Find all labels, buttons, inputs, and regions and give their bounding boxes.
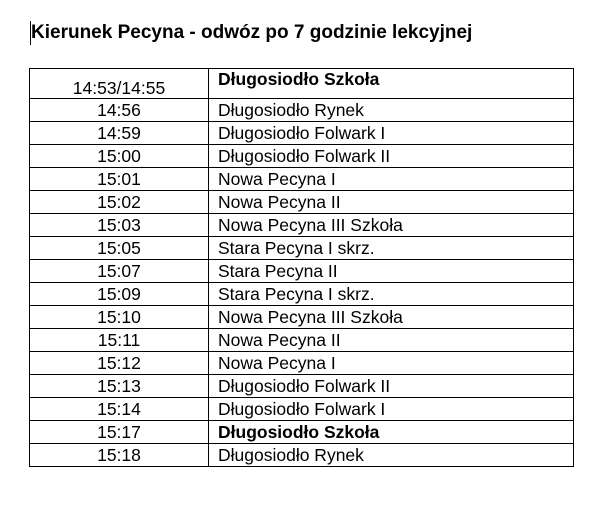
stop-name: Nowa Pecyna I [209,352,574,375]
table-row [30,398,574,421]
table-row [30,191,574,214]
departure-time: 15:07 [30,260,209,283]
departure-time: 15:09 [30,283,209,306]
stop-name: Długosiodło Folwark II [209,145,574,168]
departure-time: 15:00 [30,145,209,168]
table-row [30,421,574,444]
stop-name: Długosiodło Szkoła [209,421,574,444]
departure-time: 15:05 [30,237,209,260]
schedule-table [29,68,574,467]
stop-name: Nowa Pecyna II [209,191,574,214]
table-row [30,375,574,398]
stop-name: Stara Pecyna I skrz. [209,237,574,260]
table-row [30,99,574,122]
stop-name: Długosiodło Folwark II [209,375,574,398]
table-row [30,306,574,329]
stop-name: Nowa Pecyna III Szkoła [209,214,574,237]
departure-time: 15:17 [30,421,209,444]
schedule-table-body [30,69,574,467]
departure-time: 15:03 [30,214,209,237]
table-row [30,260,574,283]
table-row [30,283,574,306]
stop-name: Nowa Pecyna III Szkoła [209,306,574,329]
table-row [30,352,574,375]
table-row [30,168,574,191]
departure-time: 15:01 [30,168,209,191]
document-title: Kierunek Pecyna - odwóz po 7 godzinie lekcyjnej [31,22,473,43]
departure-time: 15:10 [30,306,209,329]
table-row [30,444,574,467]
stop-name: Długosiodło Szkoła [209,69,574,99]
departure-time: 15:14 [30,398,209,421]
stop-name: Nowa Pecyna II [209,329,574,352]
table-row [30,329,574,352]
departure-time: 15:12 [30,352,209,375]
departure-time: 14:56 [30,99,209,122]
table-row [30,122,574,145]
stop-name: Nowa Pecyna I [209,168,574,191]
table-row [30,69,574,99]
departure-time: 14:59 [30,122,209,145]
stop-name: Długosiodło Folwark I [209,398,574,421]
stop-name: Długosiodło Folwark I [209,122,574,145]
stop-name: Stara Pecyna I skrz. [209,283,574,306]
table-row [30,237,574,260]
table-row [30,145,574,168]
departure-time: 15:11 [30,329,209,352]
departure-time: 15:13 [30,375,209,398]
departure-time: 15:18 [30,444,209,467]
departure-time: 14:53/14:55 [30,69,209,99]
stop-name: Stara Pecyna II [209,260,574,283]
stop-name: Długosiodło Rynek [209,444,574,467]
departure-time: 15:02 [30,191,209,214]
table-row [30,214,574,237]
stop-name: Długosiodło Rynek [209,99,574,122]
